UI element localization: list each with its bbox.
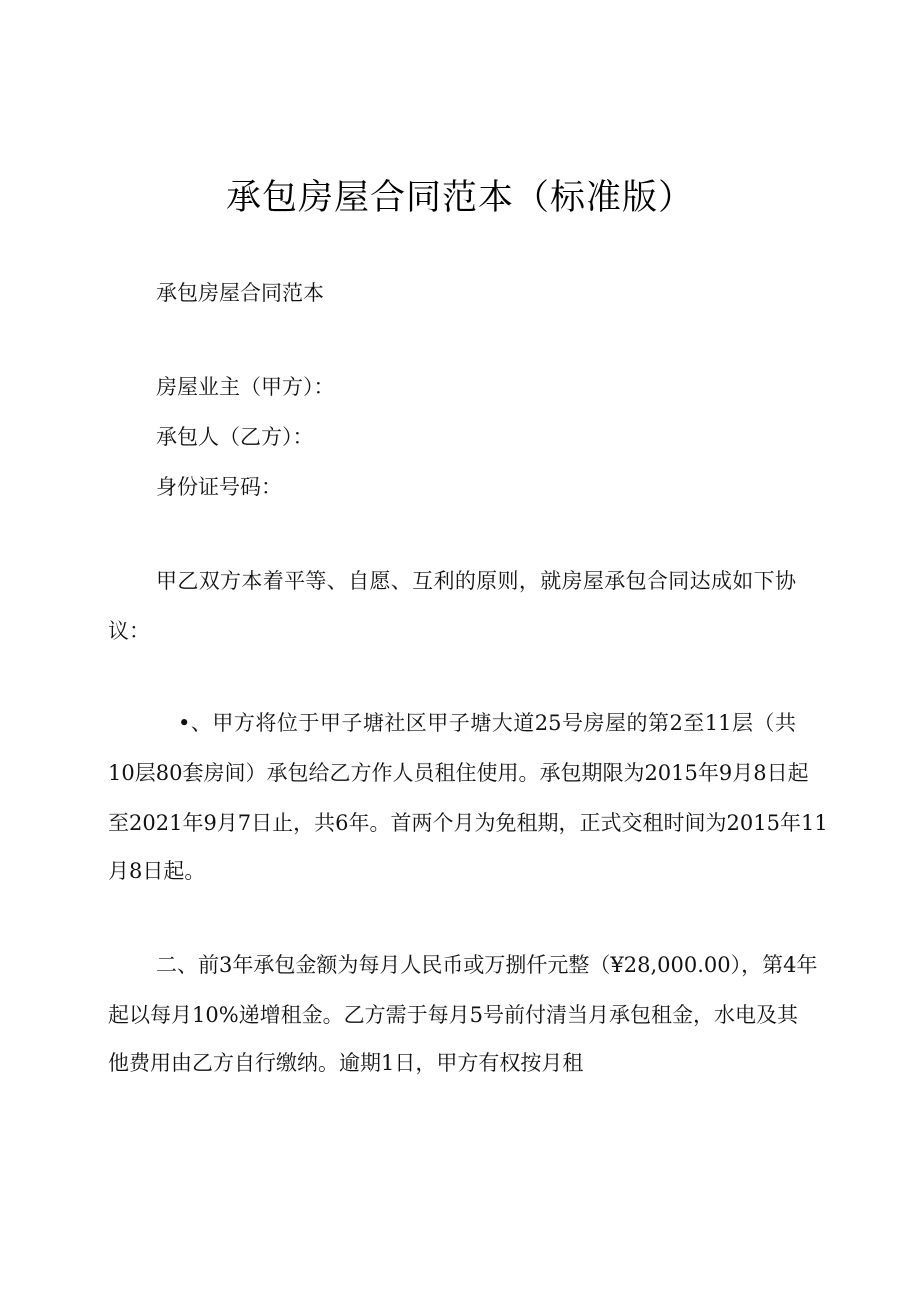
party-b-label: 承包人（乙方）： — [156, 425, 314, 449]
intro-line-2: 议： — [108, 619, 150, 643]
clause-2-line-3: 他费用由乙方自行缴纳。逾期1日，甲方有权按月租 — [108, 1051, 584, 1075]
clause-1-line-4: 月8日起。 — [108, 859, 206, 883]
id-number-label: 身份证号码： — [156, 475, 282, 499]
party-a-label: 房屋业主（甲方）： — [156, 375, 335, 399]
clause-1-line-2: 10层80套房间）承包给乙方作人员租住使用。承包期限为2015年9月8日起 — [108, 761, 809, 785]
clause-1-line-3: 至2021年9月7日止，共6年。首两个月为免租期，正式交租时间为2015年11 — [108, 811, 828, 835]
intro-line-1: 甲乙双方本着平等、自愿、互利的原则，就房屋承包合同达成如下协 — [156, 569, 796, 593]
clause-1-line-1: •、甲方将位于甲子塘社区甲子塘大道25号房屋的第2至11层（共 — [178, 711, 796, 735]
document-subtitle: 承包房屋合同范本 — [156, 281, 324, 305]
document-title: 承包房屋合同范本（标准版） — [225, 178, 694, 218]
clause-2-line-1: 二、前3年承包金额为每月人民币或万捌仟元整（¥28,000.00），第4年 — [156, 953, 818, 977]
clause-2-line-2: 起以每月10%递增租金。乙方需于每月5号前付清当月承包租金，水电及其 — [108, 1003, 799, 1027]
